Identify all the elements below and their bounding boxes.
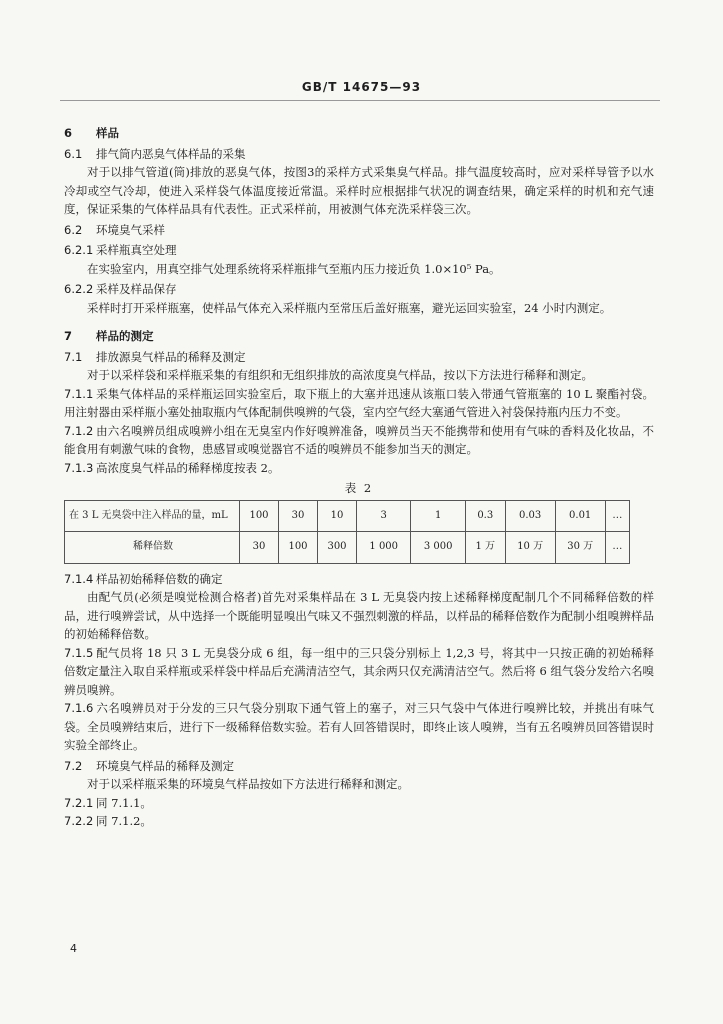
clause-text: 六名嗅辨员对于分发的三只气袋分别取下通气管上的塞子，对三只气袋中气体进行嗅辨比较，并挑出有味气袋。全员嗅辨结束后，进行下一级稀释倍数实验。若有人回答错误时，即终止该人嗅辨，当有五名嗅辨员回答错误时实验全部终止。 xyxy=(64,701,654,752)
section-title: 样品的测定 xyxy=(96,329,154,343)
section-7-2-heading xyxy=(64,757,654,776)
section-6-2-1-heading xyxy=(64,241,654,260)
section-title: 采样及样品保存 xyxy=(96,282,177,296)
dilution-table xyxy=(64,500,630,564)
clause-7-2-1 xyxy=(64,794,654,813)
table-cell: 10 xyxy=(318,500,357,532)
section-number: 7.1.3 xyxy=(64,460,94,475)
clause-7-1-1 xyxy=(64,385,654,422)
section-number: 7 xyxy=(64,329,73,343)
clause-text: 高浓度臭气样品的稀释梯度按表 2。 xyxy=(96,460,280,475)
clause-text: 同 7.1.2。 xyxy=(96,814,152,828)
table-cell: 0.3 xyxy=(465,500,505,532)
table-row xyxy=(65,500,630,532)
table-row xyxy=(65,532,630,564)
section-number: 6 xyxy=(64,126,73,140)
section-6-2-heading xyxy=(64,221,654,240)
table-cell: 1 xyxy=(411,500,465,532)
table-cell: … xyxy=(605,500,629,532)
section-title: 环境臭气样品的稀释及测定 xyxy=(96,758,234,773)
section-6-heading xyxy=(64,124,654,143)
paragraph: 在实验室内，用真空排气处理系统将采样瓶排气至瓶内压力接近负 1.0×10⁵ Pa。 xyxy=(87,261,501,276)
page-number: 4 xyxy=(70,942,77,955)
section-number: 7.1.2 xyxy=(64,423,94,438)
clause-text: 同 7.1.1。 xyxy=(96,795,152,810)
section-number: 6.2 xyxy=(64,222,83,237)
clause-7-1-3 xyxy=(64,459,654,478)
table-cell: 300 xyxy=(318,532,357,564)
section-number: 7.1 xyxy=(64,349,83,364)
table-cell: 3 xyxy=(357,500,411,532)
table-cell: 0.03 xyxy=(505,500,555,532)
section-title: 样品 xyxy=(96,126,119,140)
paragraph: 对于以采样瓶采集的环境臭气样品按如下方法进行稀释和测定。 xyxy=(87,777,409,791)
section-7-1-4-heading xyxy=(64,570,654,589)
section-7-1-heading xyxy=(64,348,654,367)
table-cell: 0.01 xyxy=(555,500,605,532)
section-number: 6.1 xyxy=(64,146,83,161)
section-6-2-2-heading xyxy=(64,280,654,299)
table-cell: 3 000 xyxy=(411,532,465,564)
section-7-heading xyxy=(64,327,654,346)
clause-text: 配气员将 18 只 3 L 无臭袋分成 6 组，每一组中的三只袋分别标上 1,2,3 号，将其中一只按正确的初始稀释倍数定量注入取自采样瓶或采样袋中样品后充满清洁空气，其余两只仅充满清洁空气。然后将 6 组气袋分发给六名嗅辨员嗅辨。 xyxy=(64,645,654,697)
table-cell: 10 万 xyxy=(505,532,555,564)
clause-7-2-2 xyxy=(64,812,654,831)
table-row-label: 在 3 L 无臭袋中注入样品的量，mL xyxy=(65,500,240,532)
clause-7-1-2 xyxy=(64,422,654,459)
table-row-label: 稀释倍数 xyxy=(65,532,240,564)
table-cell: 100 xyxy=(240,500,279,532)
table-caption: 表 2 xyxy=(344,481,374,495)
table-cell: 30 xyxy=(240,532,279,564)
table-cell: 100 xyxy=(279,532,318,564)
clause-7-1-5 xyxy=(64,644,654,700)
section-number: 7.2.1 xyxy=(64,795,94,810)
section-title: 环境臭气采样 xyxy=(96,222,165,237)
table-cell: 1 000 xyxy=(357,532,411,564)
section-number: 7.1.1 xyxy=(64,386,94,401)
header-rule xyxy=(60,100,660,101)
paragraph: 由配气员(必须是嗅觉检测合格者)首先对采集样品在 3 L 无臭袋内按上述稀释梯度配制几个不同稀释倍数的样品，进行嗅辨尝试，从中选择一个既能明显嗅出气味又不强烈刺激的样品，以样品的稀释倍数作为配制小组嗅辨样品的初始稀释倍数。 xyxy=(64,590,654,641)
section-title: 排气筒内恶臭气体样品的采集 xyxy=(96,146,246,161)
paragraph: 采样时打开采样瓶塞，使样品气体充入采样瓶内至常压后盖好瓶塞，避光运回实验室，24 小时内测定。 xyxy=(87,300,612,315)
section-number: 7.1.6 xyxy=(64,701,94,715)
clause-text: 由六名嗅辨员组成嗅辨小组在无臭室内作好嗅辨准备，嗅辨员当天不能携带和使用有气味的香料及化妆品，不能食用有刺激气味的食物，患感冒或嗅觉器官不适的嗅辨员不能参加当天的测定。 xyxy=(64,423,654,456)
table-cell: 30 万 xyxy=(555,532,605,564)
table-cell: … xyxy=(605,532,629,564)
standard-header: GB/T 14675—93 xyxy=(301,80,422,94)
section-number: 7.1.4 xyxy=(64,571,94,586)
section-title: 样品初始稀释倍数的确定 xyxy=(96,571,223,586)
document-body xyxy=(64,118,654,831)
clause-7-1-6 xyxy=(64,699,654,755)
section-number: 6.2.1 xyxy=(64,243,94,257)
section-6-1-heading xyxy=(64,145,654,164)
paragraph: 对于以采样袋和采样瓶采集的有组织和无组织排放的高浓度臭气样品，按以下方法进行稀释和测定。 xyxy=(87,368,593,382)
table-cell: 1 万 xyxy=(465,532,505,564)
section-title: 排放源臭气样品的稀释及测定 xyxy=(96,349,246,364)
section-number: 7.2.2 xyxy=(64,814,94,828)
section-number: 7.2 xyxy=(64,758,83,773)
clause-text: 采集气体样品的采样瓶运回实验室后，取下瓶上的大塞并迅速从该瓶口装入带通气管瓶塞的 10 L 聚酯衬袋。用注射器由采样瓶小塞处抽取瓶内气体配制供嗅辨的气袋，室内空气经大塞通气管进入衬袋保持瓶内压力不变。 xyxy=(64,386,654,419)
table-cell: 30 xyxy=(279,500,318,532)
section-number: 7.1.5 xyxy=(64,645,94,660)
paragraph: 对于以排气管道(筒)排放的恶臭气体，按图3的采样方式采集臭气样品。排气温度较高时，应对采样导管予以水冷却或空气冷却，使进入采样袋气体温度接近常温。采样时应根据排气状况的调查结果，确定采样的时机和充气速度，保证采集的气体样品具有代表性。正式采样前，用被测气体充洗采样袋三次。 xyxy=(64,165,654,216)
section-number: 6.2.2 xyxy=(64,282,94,296)
section-title: 采样瓶真空处理 xyxy=(96,243,177,257)
